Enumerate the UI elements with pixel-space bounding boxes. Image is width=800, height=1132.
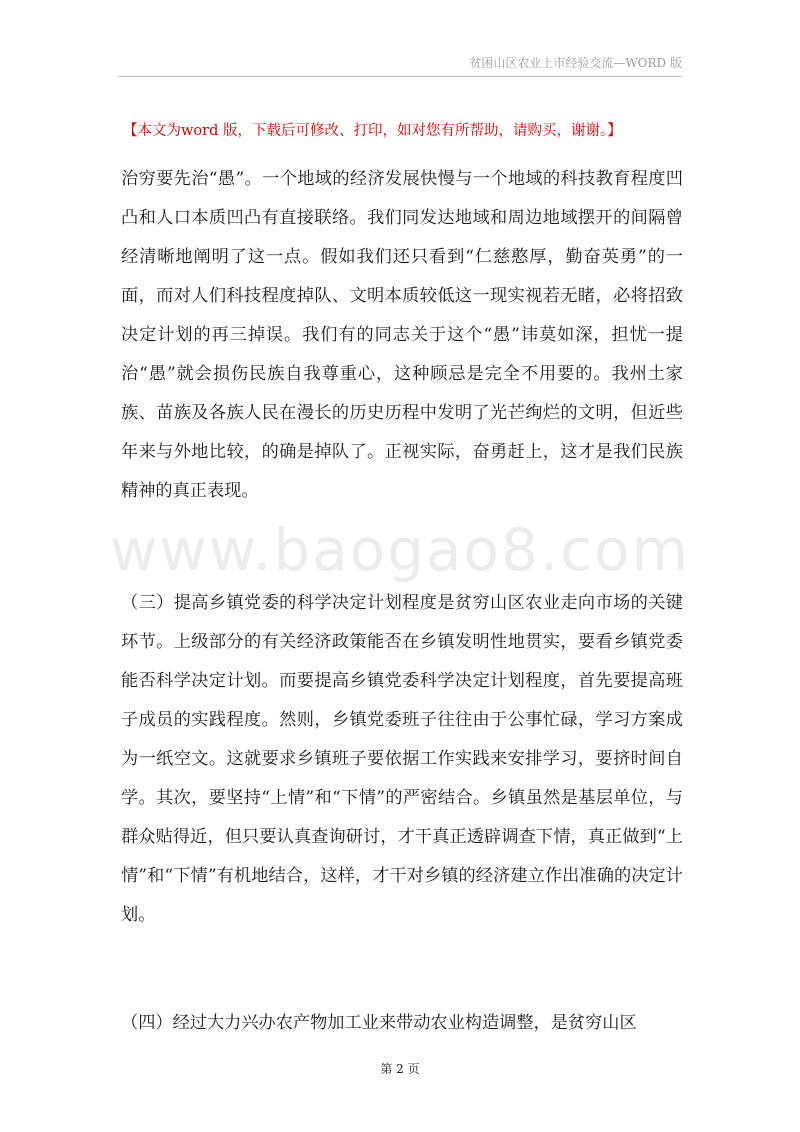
- header-title: 贫困山区农业上市经验交流—WORD 版: [469, 56, 682, 70]
- paragraph-2: （三）提高乡镇党委的科学决定计划程度是贫穷山区农业走向市场的关键环节。上级部分的有关经济政策能否在乡镇发明性地贯实，要看乡镇党委能否科学决定计划。而要提高乡镇党委科学决定计划程度，首先要提高班子成员的实践程度。然则，乡镇党委班子往往由于公事忙碌，学习方案成为一纸空文。这就要求乡镇班子要依据工作实践来安排学习，要挤时间自学。其次，要坚持“上情”和“下情”的严密结合。乡镇虽然是基层单位，与群众贴得近，但只要认真查询研讨，才干真正透辟调查下情，真正做到“上情”和“下情”有机地结合，这样，才干对乡镇的经济建立作出准确的决定计划。: [121, 593, 683, 925]
- header-divider: [118, 76, 682, 77]
- page-number: 第 2 页: [380, 1062, 420, 1076]
- paragraph-3: （四）经过大力兴办农产物加工业来带动农业构造调整，是贫穷山区: [121, 1013, 637, 1033]
- watermark: www.baogao8.com: [109, 516, 691, 584]
- download-notice: 【本文为word 版，下载后可修改、打印，如对您有所帮助，请购买，谢谢。】: [123, 123, 622, 139]
- paragraph-1: 治穷要先治“愚”。一个地域的经济发展快慢与一个地域的科技教育程度凹凸和人口本质凹凸有直接联络。我们同发达地域和周边地域摆开的间隔曾经清晰地阐明了这一点。假如我们还只看到“仁慈憨厚，勤奋英勇”的一面，而对人们科技程度掉队、文明本质较低这一现实视若无睹，必将招致决定计划的再三掉误。我们有的同志关于这个“愚”讳莫如深，担忧一提治“愚”就会损伤民族自我尊重心，这种顾忌是完全不用要的。我州土家族、苗族及各族人民在漫长的历史历程中发明了光芒绚烂的文明，但近些年来与外地比较，的确是掉队了。正视实际，奋勇赶上，这才是我们民族精神的真正表现。: [121, 169, 683, 501]
